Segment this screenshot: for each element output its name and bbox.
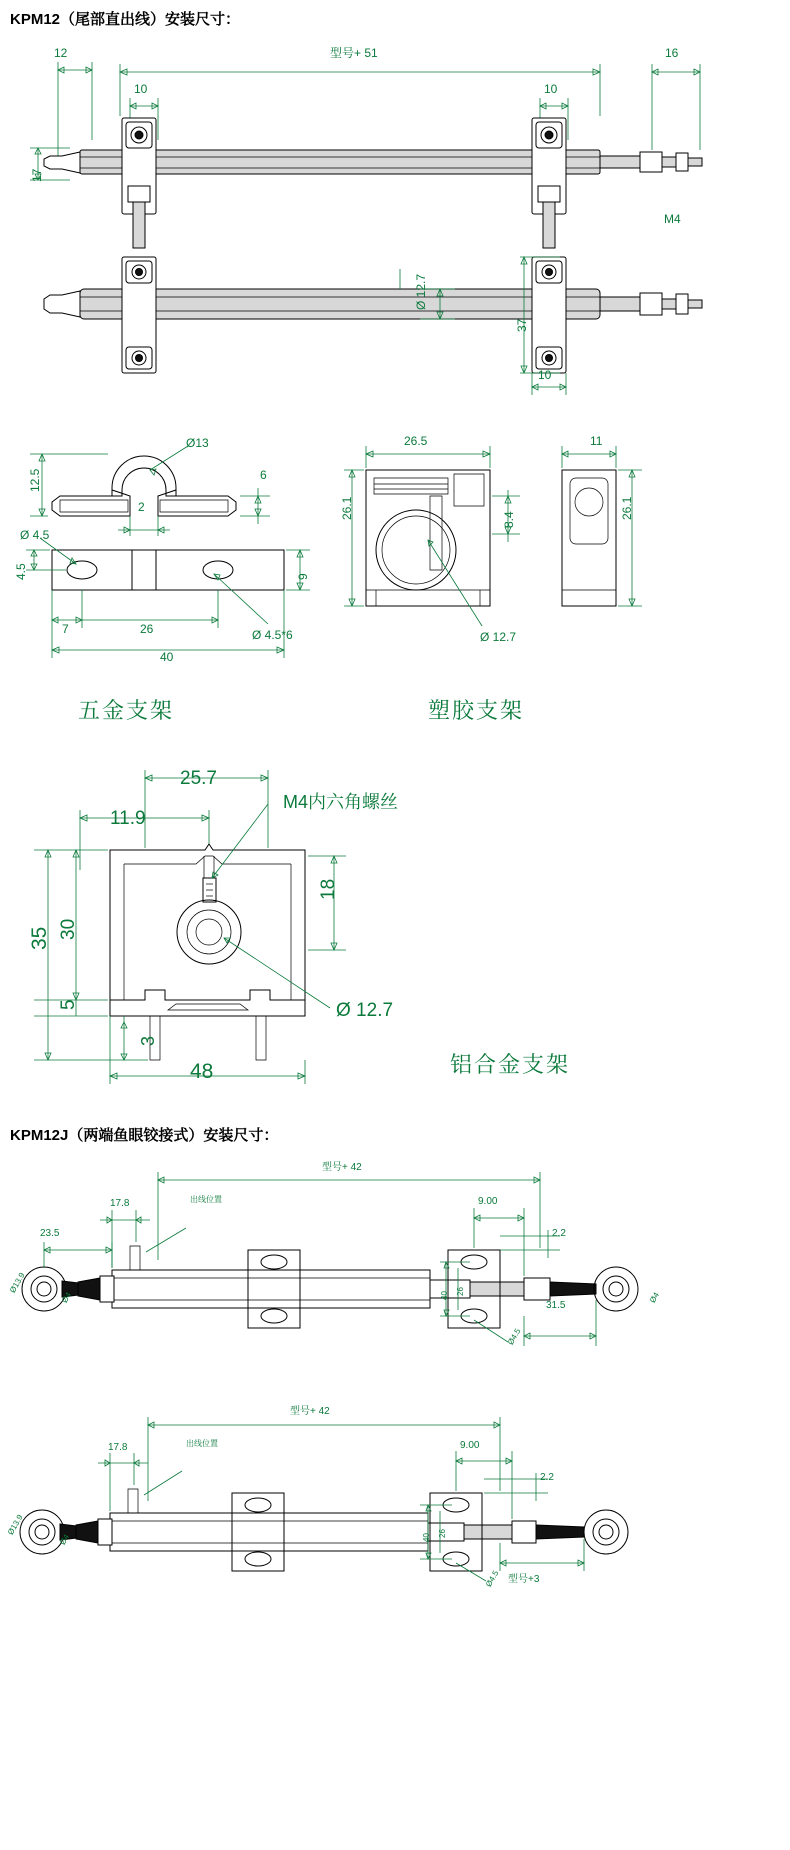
dim-clip-26: 26 [140,622,154,636]
dim-clip-edge: 4.5 [14,563,28,580]
label-thread-m4: M4 [664,212,681,226]
dim-alu-w1: 25.7 [180,768,217,789]
dim-clip-bore: Ø13 [186,436,209,450]
metal-bracket-views [0,398,360,678]
dim-alu-h30: 30 [58,918,79,940]
dim-clip-slot: 2 [138,500,145,514]
label-clip-hole-note: Ø 4.5*6 [252,628,293,642]
dim-j-40-top: 40 [440,1291,449,1300]
dim-j-eye-dia-top: Ø13.9 [8,1271,27,1295]
dim-j-hole-dia-bottom: Ø4.5 [484,1568,501,1589]
dim-j-9-top: 9.00 [478,1196,498,1207]
dim-clip-hole-dia: Ø 4.5 [20,528,50,542]
dim-right-stub: 16 [665,46,679,60]
dim-j-17-8-top: 17.8 [110,1198,130,1209]
dim-plastic-side-width: 11 [590,434,603,448]
dim-alu-h3: 3 [138,1035,158,1046]
dim-j-total-bottom: 型号+ 42 [290,1406,330,1417]
dim-j-eye-dia-bottom: Ø13.9 [6,1513,25,1537]
dim-j-pin-left-top: Ø4 [60,1290,74,1305]
dim-j-40-bottom: 40 [422,1533,431,1542]
dim-j-31-5: 31.5 [546,1300,566,1311]
dim-alu-h18: 18 [318,878,339,900]
dim-j-26-top: 26 [456,1287,465,1296]
dim-hole-right-top: 10 [544,82,558,96]
dim-plastic-width: 26.5 [404,434,428,448]
dim-clip-plate-width: 9 [296,573,310,580]
dim-clip-7: 7 [62,622,69,636]
section2-heading: KPM12J（两端鱼眼铰接式）安装尺寸： [10,1127,279,1144]
dim-j-26-bottom: 26 [438,1529,447,1538]
dim-side-height: 37 [515,318,529,332]
label-alu-screw: M4内六角螺丝 [283,792,399,812]
dim-j-pin-left-bottom: Ø4 [58,1532,72,1547]
dim-alu-w48: 48 [190,1060,214,1083]
dim-j-pin-right-top: Ø4 [648,1290,662,1305]
kpm12j-bottom-view [0,1395,790,1585]
dim-hole-right-side: 10 [538,368,552,382]
dim-clip-height: 12.5 [28,468,42,492]
dim-plastic-side-height: 26.1 [620,496,634,520]
dim-shaft-diameter: Ø 12.7 [414,273,428,310]
dim-alu-bore: Ø 12.7 [336,1000,394,1021]
kpm12j-top-view [0,1150,790,1360]
label-j-wire-top: 出线位置 [190,1195,222,1204]
dim-plastic-inner: 8.4 [502,511,516,528]
dim-j-2-2-bottom: 2.2 [540,1472,554,1483]
dim-tip-height: 17 [30,168,44,182]
dim-plastic-height: 26.1 [340,496,354,520]
dim-alu-h5: 5 [58,999,79,1010]
dim-j-total-top: 型号+ 42 [322,1162,362,1173]
dim-hole-left-top: 10 [134,82,148,96]
caption-metal-bracket: 五金支架 [78,698,175,723]
dim-plastic-bore: Ø 12.7 [480,630,517,644]
dim-total-length: 型号+ 51 [330,46,378,60]
dim-j-17-8-bottom: 17.8 [108,1442,128,1453]
dim-j-23-5: 23.5 [40,1228,60,1239]
dim-j-stroke: 型号+3 [508,1574,540,1585]
dim-j-9-bottom: 9.00 [460,1440,480,1451]
dim-j-hole-dia-top: Ø4.5 [506,1326,523,1347]
dim-alu-h35: 35 [28,926,51,950]
section1-heading: KPM12（尾部直出线）安装尺寸： [10,11,241,28]
dim-j-2-2-top: 2.2 [552,1228,566,1239]
dim-alu-w2: 11.9 [110,808,146,829]
caption-alu-bracket: 铝合金支架 [450,1052,571,1077]
dim-clip-leg: 6 [260,468,267,482]
dim-left-offset: 12 [54,46,68,60]
label-j-wire-bottom: 出线位置 [186,1439,218,1448]
caption-plastic-bracket: 塑胶支架 [428,698,525,723]
kpm12-side-view [0,255,790,405]
dim-clip-40: 40 [160,650,174,664]
